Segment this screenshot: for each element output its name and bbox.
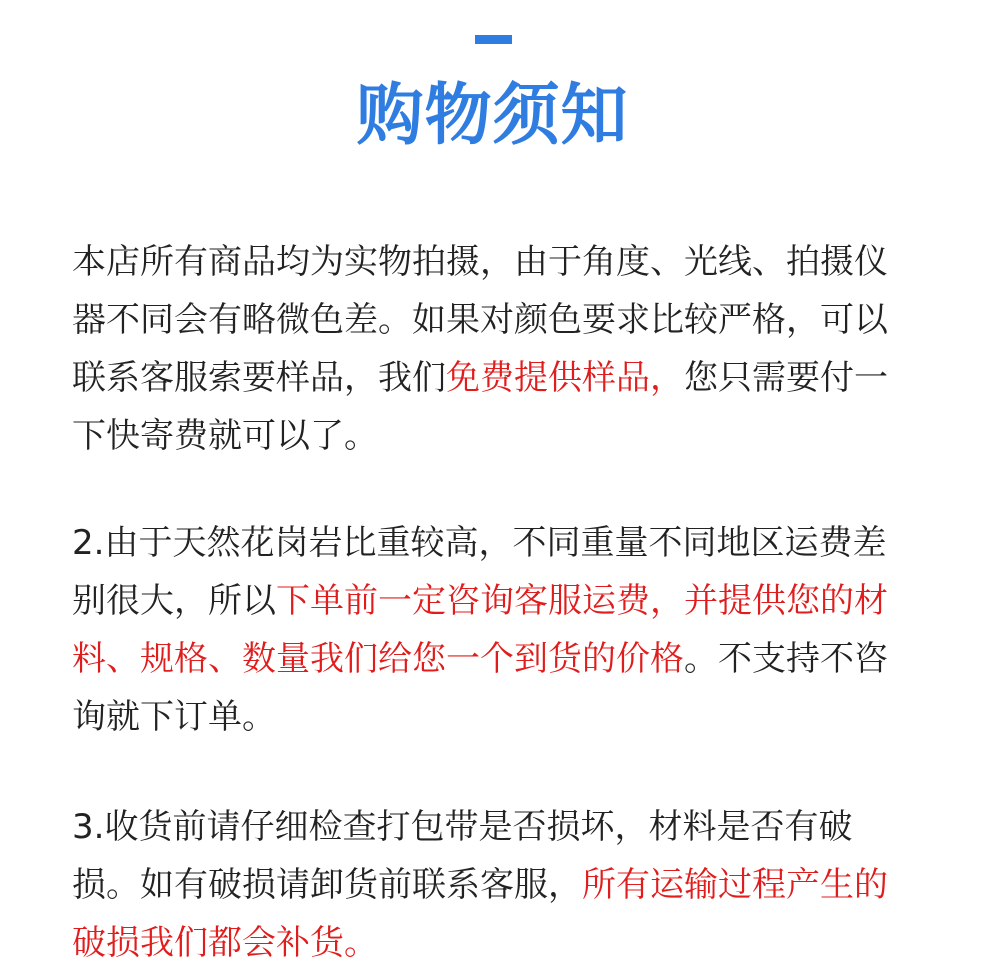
notice-2-text-b: 。不支持不咨询就下订单。: [72, 639, 888, 737]
notice-1-text-b: 您只需要付一下快寄费就可以了。: [72, 358, 888, 456]
notice-3-text-a: 3.收货前请仔细检查打包带是否损坏，材料是否有破损。如有破损请卸货前联系客服，: [72, 807, 853, 905]
notice-1-highlight: 免费提供样品，: [446, 358, 684, 398]
notice-paragraph-1: [72, 233, 912, 465]
notice-paragraph-3: [72, 798, 912, 972]
page-title: 购物须知: [356, 76, 629, 154]
notice-paragraph-2: [72, 514, 912, 746]
notice-2-highlight: 下单前一定咨询客服运费，并提供您的材料、规格、数量我们给您一个到货的价格: [72, 581, 888, 679]
notice-1-text-a: 本店所有商品均为实物拍摄，由于角度、光线、拍摄仪器不同会有略微色差。如果对颜色要求比较严格，可以联系客服索要样品，我们: [72, 242, 888, 398]
title-accent-bar: [475, 35, 512, 44]
notice-3-highlight: 所有运输过程产生的破损我们都会补货。: [72, 865, 888, 963]
notice-2-text-a: 2.由于天然花岗岩比重较高，不同重量不同地区运费差别很大，所以: [72, 523, 887, 621]
